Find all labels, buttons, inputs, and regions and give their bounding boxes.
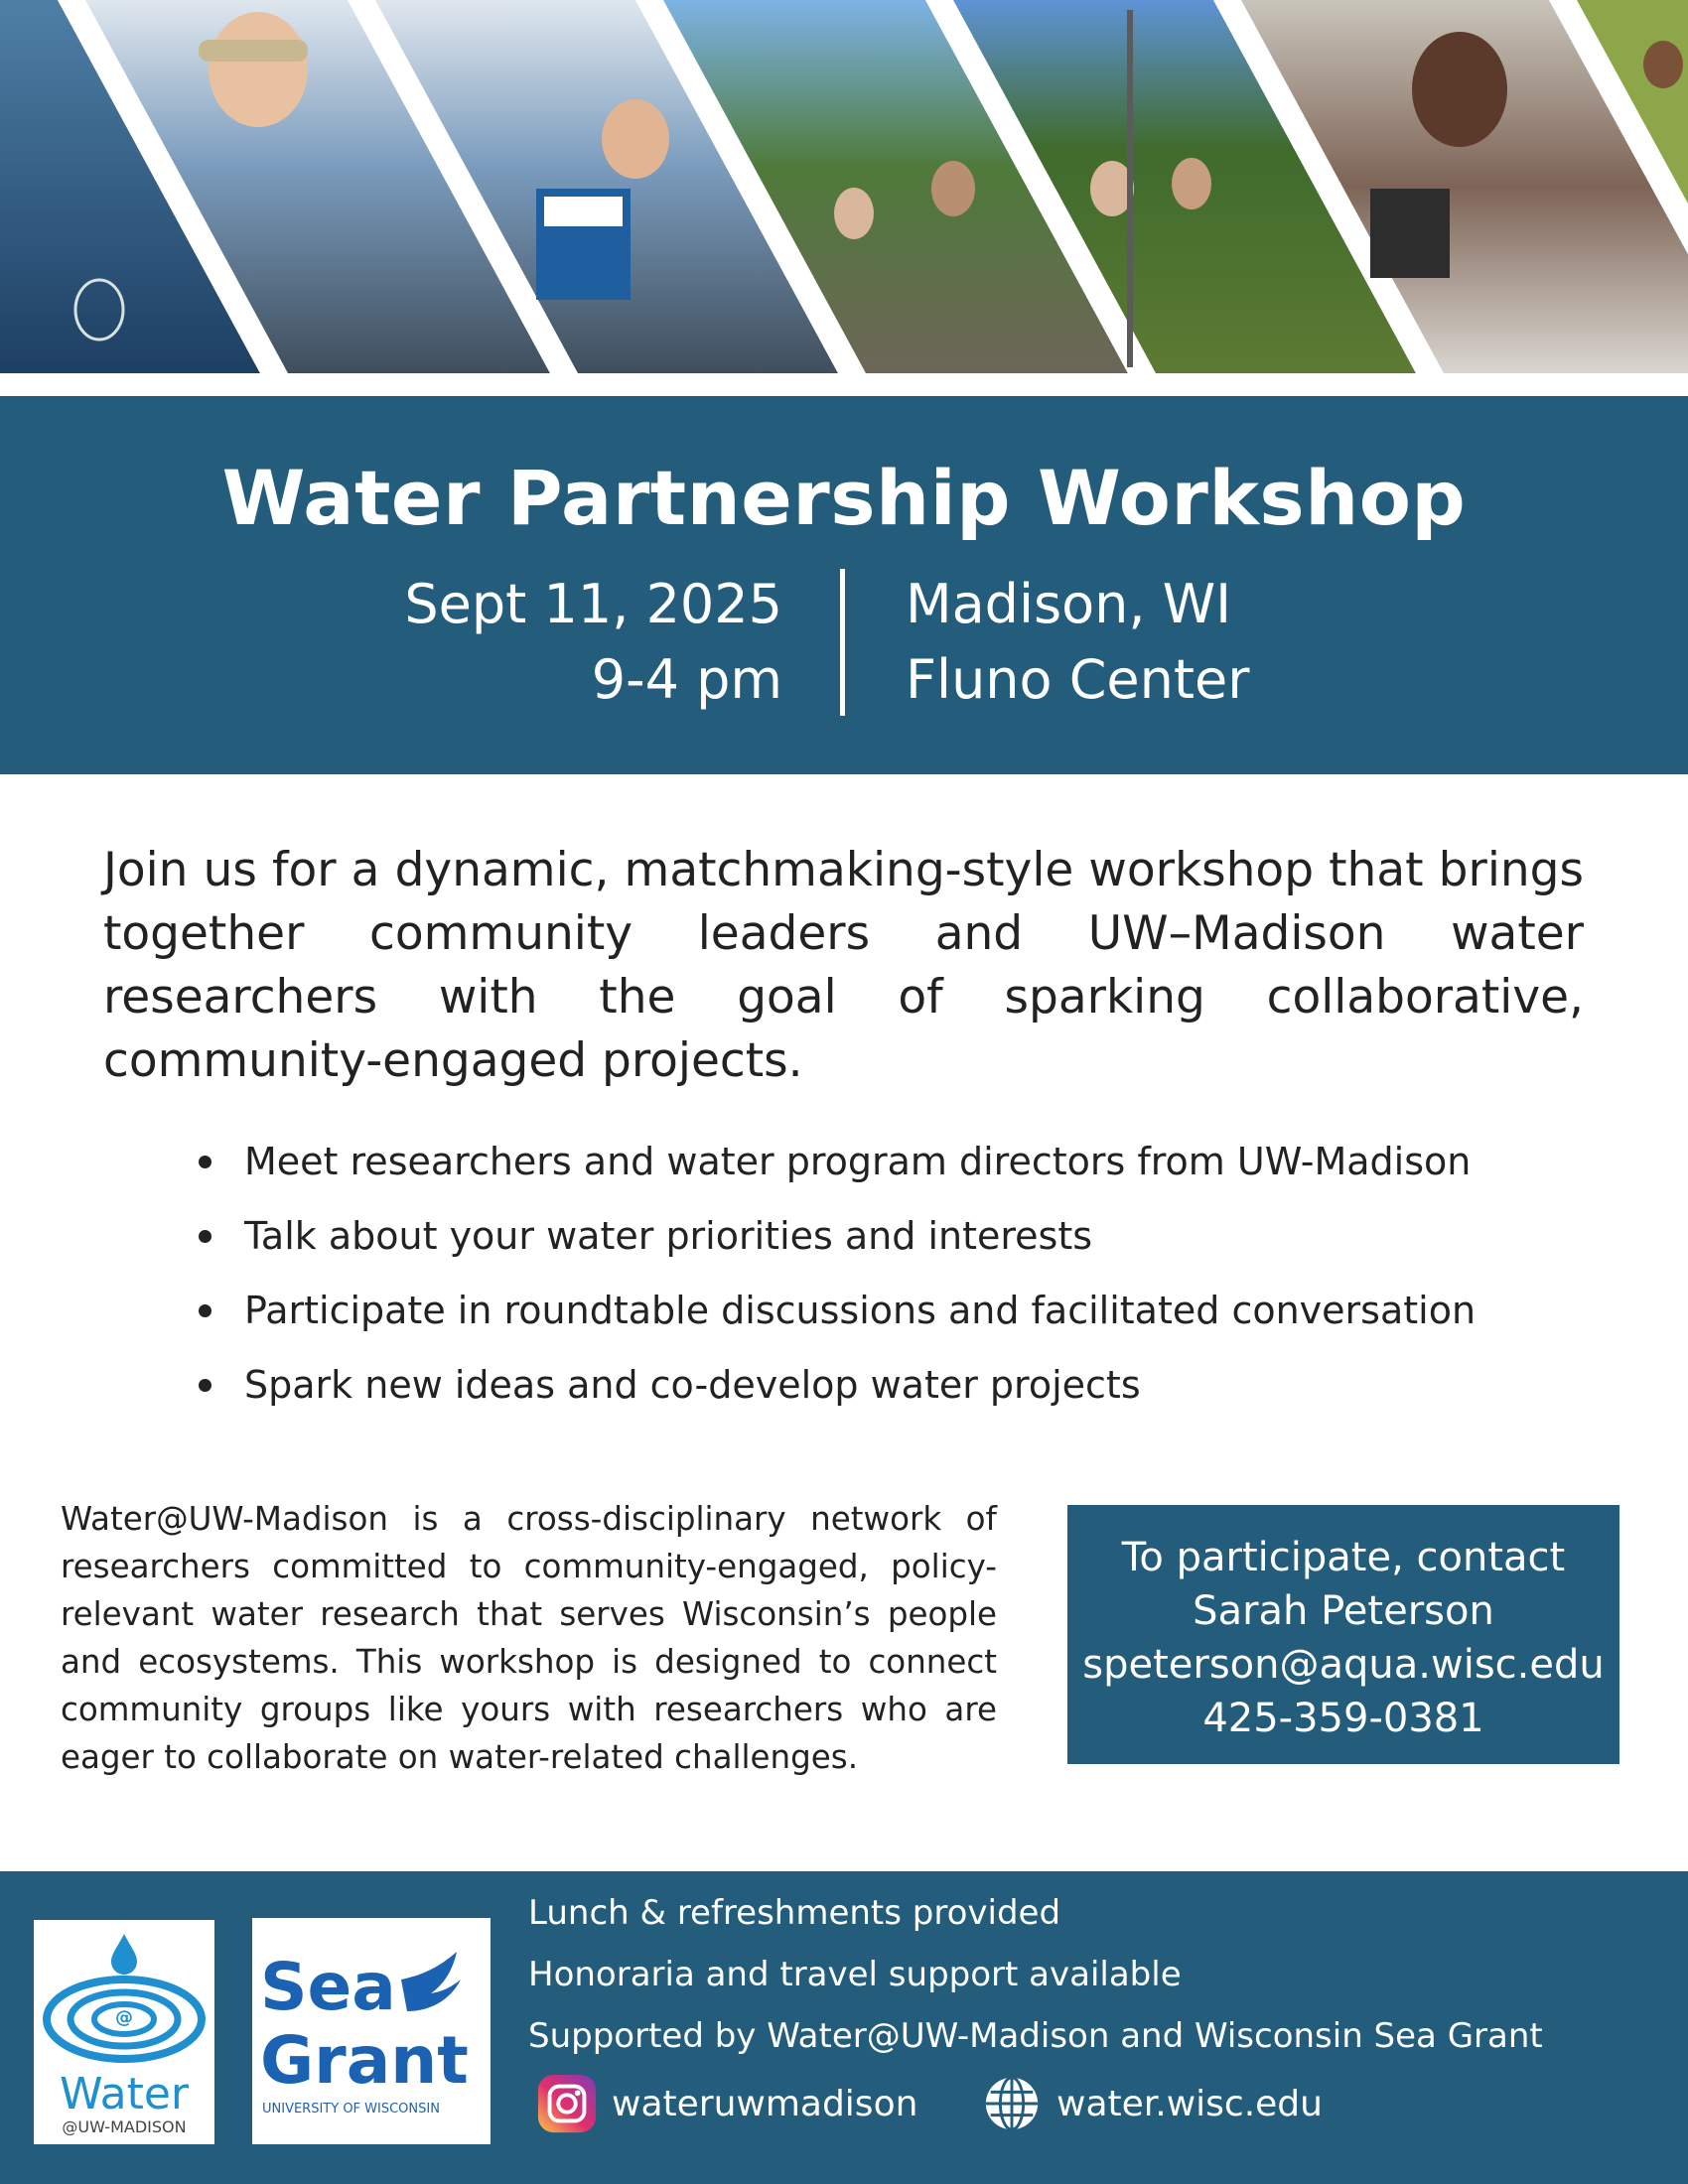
event-time: 9-4 pm — [591, 648, 782, 711]
footer-line-supported: Supported by Water@UW-Madison and Wisconsin Sea Grant — [528, 2016, 1543, 2056]
event-city: Madison, WI — [906, 573, 1232, 635]
benefits-list — [195, 1125, 1605, 1423]
svg-text:@: @ — [115, 2007, 133, 2028]
vertical-divider — [840, 569, 845, 716]
list-item: Meet researchers and water program directors from UW-Madison — [195, 1125, 1605, 1199]
bullet-dot-icon — [199, 1304, 211, 1317]
contact-email[interactable]: speterson@aqua.wisc.edu — [1082, 1642, 1605, 1688]
website-url: water.wisc.edu — [1056, 2083, 1323, 2124]
footer-line-lunch: Lunch & refreshments provided — [528, 1893, 1061, 1933]
contact-heading: To participate, contact — [1121, 1535, 1566, 1580]
intro-paragraph: Join us for a dynamic, matchmaking-style workshop that brings together community leaders and UW–Madison water researchers with the goal of sparking collaborative, community-engaged projects. — [103, 843, 1584, 1088]
page-title: Water Partnership Workshop — [221, 454, 1467, 542]
svg-text:Water: Water — [59, 2069, 190, 2119]
footer-band — [0, 1871, 1688, 2184]
svg-text:UNIVERSITY OF WISCONSIN: UNIVERSITY OF WISCONSIN — [262, 2102, 440, 2116]
sea-grant-logo — [252, 1918, 491, 2144]
website-link[interactable] — [981, 2069, 1323, 2138]
svg-text:Sea: Sea — [260, 1949, 396, 2025]
list-item: Talk about your water priorities and interests — [195, 1199, 1605, 1274]
globe-icon — [981, 2073, 1043, 2134]
instagram-handle: wateruwmadison — [612, 2083, 918, 2124]
event-venue: Fluno Center — [906, 648, 1250, 711]
water-uw-madison-logo — [34, 1920, 214, 2144]
instagram-icon — [536, 2073, 598, 2134]
event-date: Sept 11, 2025 — [404, 573, 782, 635]
location-block — [906, 567, 1249, 718]
svg-text:Grant: Grant — [260, 2022, 469, 2099]
svg-text:@UW-MADISON: @UW-MADISON — [62, 2117, 187, 2136]
list-item: Participate in roundtable discussions and facilitated conversation — [195, 1274, 1605, 1348]
title-banner — [0, 396, 1688, 774]
contact-phone[interactable]: 425-359-0381 — [1202, 1696, 1484, 1741]
about-paragraph: Water@UW-Madison is a cross-disciplinary network of researchers committed to community-engaged, policy-relevant water research that serves Wisconsin’s people and ecosystems. This workshop is designed to connect community groups like yours with researchers who are eager to collaborate on water-related challenges. — [61, 1500, 997, 1776]
instagram-link[interactable] — [536, 2069, 917, 2138]
bullet-dot-icon — [199, 1230, 211, 1243]
photo-collage — [0, 0, 1688, 373]
list-item: Spark new ideas and co-develop water projects — [195, 1348, 1605, 1423]
footer-line-honoraria: Honoraria and travel support available — [528, 1955, 1182, 1994]
date-time-block — [404, 567, 782, 718]
bullet-dot-icon — [199, 1156, 211, 1168]
contact-name: Sarah Peterson — [1193, 1588, 1494, 1634]
bullet-dot-icon — [199, 1379, 211, 1392]
contact-box — [1067, 1505, 1619, 1764]
